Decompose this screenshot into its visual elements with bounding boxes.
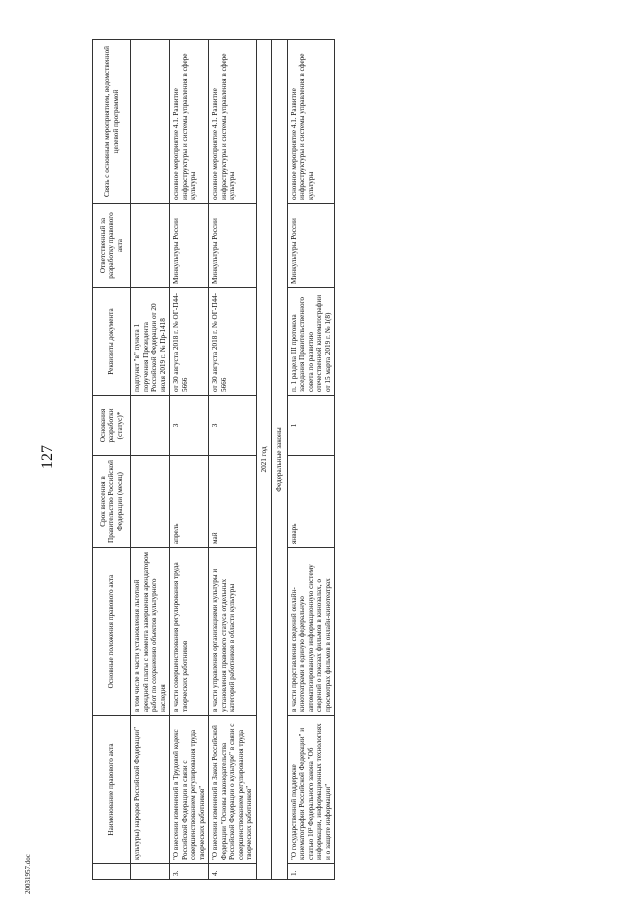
header-responsible: Ответственный за разработку правового акта bbox=[93, 204, 131, 288]
row-deadline: январь bbox=[287, 456, 334, 548]
rotated-table-container bbox=[92, 20, 572, 880]
row-name: "О государственной поддержке кинематографии Российской Федерации" и статью 10² Федерального закона "Об информации, информационных технологиях и о защите информации" bbox=[287, 716, 334, 864]
row-num: 1. bbox=[287, 864, 334, 880]
row-deadline bbox=[131, 456, 170, 548]
section-year-row bbox=[256, 40, 271, 880]
section-subtitle-row bbox=[272, 40, 287, 880]
row-link: основное мероприятие 4.1. Развитие инфраструктуры и системы управления в сфере культуры bbox=[287, 40, 334, 204]
legal-acts-table bbox=[92, 39, 335, 880]
row-responsible bbox=[131, 204, 170, 288]
header-name: Наименование правового акта bbox=[93, 716, 131, 864]
row-requisites: от 30 августа 2018 г. № ОГ-П44-5666 bbox=[209, 288, 256, 396]
table-row bbox=[209, 40, 256, 880]
header-num bbox=[93, 864, 131, 880]
row-name: "О внесении изменений в Закон Российской Федерации "Основы законодательства Российской Федерации о культуре" в связи с совершенствованием регулирования труда творческих работников" bbox=[209, 716, 256, 864]
section-year: 2021 год bbox=[256, 40, 271, 880]
row-provisions: в части совершенствования регулирования труда творческих работников bbox=[170, 548, 209, 716]
row-link: основное мероприятие 4.1. Развитие инфраструктуры и системы управления в сфере культуры bbox=[170, 40, 209, 204]
row-deadline: апрель bbox=[170, 456, 209, 548]
row-name: культуры) народов Российской Федерации" bbox=[131, 716, 170, 864]
table-row bbox=[287, 40, 334, 880]
row-provisions: в том числе в части установления льготной арендной платы с момента завершения арендатором работ по сохранению объектов культурного наследия bbox=[131, 548, 170, 716]
row-requisites: п. 1 раздела III протокола заседания Правительственного совета по развитию отечественной кинематографии от 15 марта 2019 г. № 1(8) bbox=[287, 288, 334, 396]
row-num: 3. bbox=[170, 864, 209, 880]
header-provisions: Основные положения правового акта bbox=[93, 548, 131, 716]
row-provisions: в части представления сведений онлайн-кинотеатрами в единую федеральную автоматизированную информационную систему сведений о показах фильмов в кинозалах, о просмотрах фильмов в онлайн-кинотеатрах bbox=[287, 548, 334, 716]
table-header-row bbox=[93, 40, 131, 880]
row-responsible: Минкультуры России bbox=[170, 204, 209, 288]
row-link bbox=[131, 40, 170, 204]
table-row bbox=[170, 40, 209, 880]
row-responsible: Минкультуры России bbox=[209, 204, 256, 288]
page-number: 127 bbox=[39, 445, 56, 469]
row-status: 1 bbox=[287, 396, 334, 456]
header-status: Основания разработки (статус)* bbox=[93, 396, 131, 456]
row-num bbox=[131, 864, 170, 880]
row-requisites: подпункт "в" пункта 1 поручения Президента Российской Федерации от 20 июля 2019 г. № Пр-1418 bbox=[131, 288, 170, 396]
row-status bbox=[131, 396, 170, 456]
row-num: 4. bbox=[209, 864, 256, 880]
row-provisions: в части управления организациями культуры и установления правового статуса отдельных категорий работников в области культуры bbox=[209, 548, 256, 716]
row-deadline: май bbox=[209, 456, 256, 548]
header-deadline: Срок внесения в Правительство Российской Федерации (месяц) bbox=[93, 456, 131, 548]
row-requisites: от 30 августа 2018 г. № ОГ-П44-5666 bbox=[170, 288, 209, 396]
row-link: основное мероприятие 4.1. Развитие инфраструктуры и системы управления в сфере культуры bbox=[209, 40, 256, 204]
row-responsible: Минкультуры России bbox=[287, 204, 334, 288]
header-requisites: Реквизиты документа bbox=[93, 288, 131, 396]
section-subtitle: Федеральные законы bbox=[272, 40, 287, 880]
row-status: 3 bbox=[170, 396, 209, 456]
footer-filename: 20031957.doc bbox=[24, 854, 32, 894]
table-row bbox=[131, 40, 170, 880]
row-status: 3 bbox=[209, 396, 256, 456]
header-link: Связь с основным мероприятием, ведомственной целевой программой bbox=[93, 40, 131, 204]
row-name: "О внесении изменений в Трудовой кодекс Российской Федерации в связи с совершенствованием регулирования труда творческих работников" bbox=[170, 716, 209, 864]
